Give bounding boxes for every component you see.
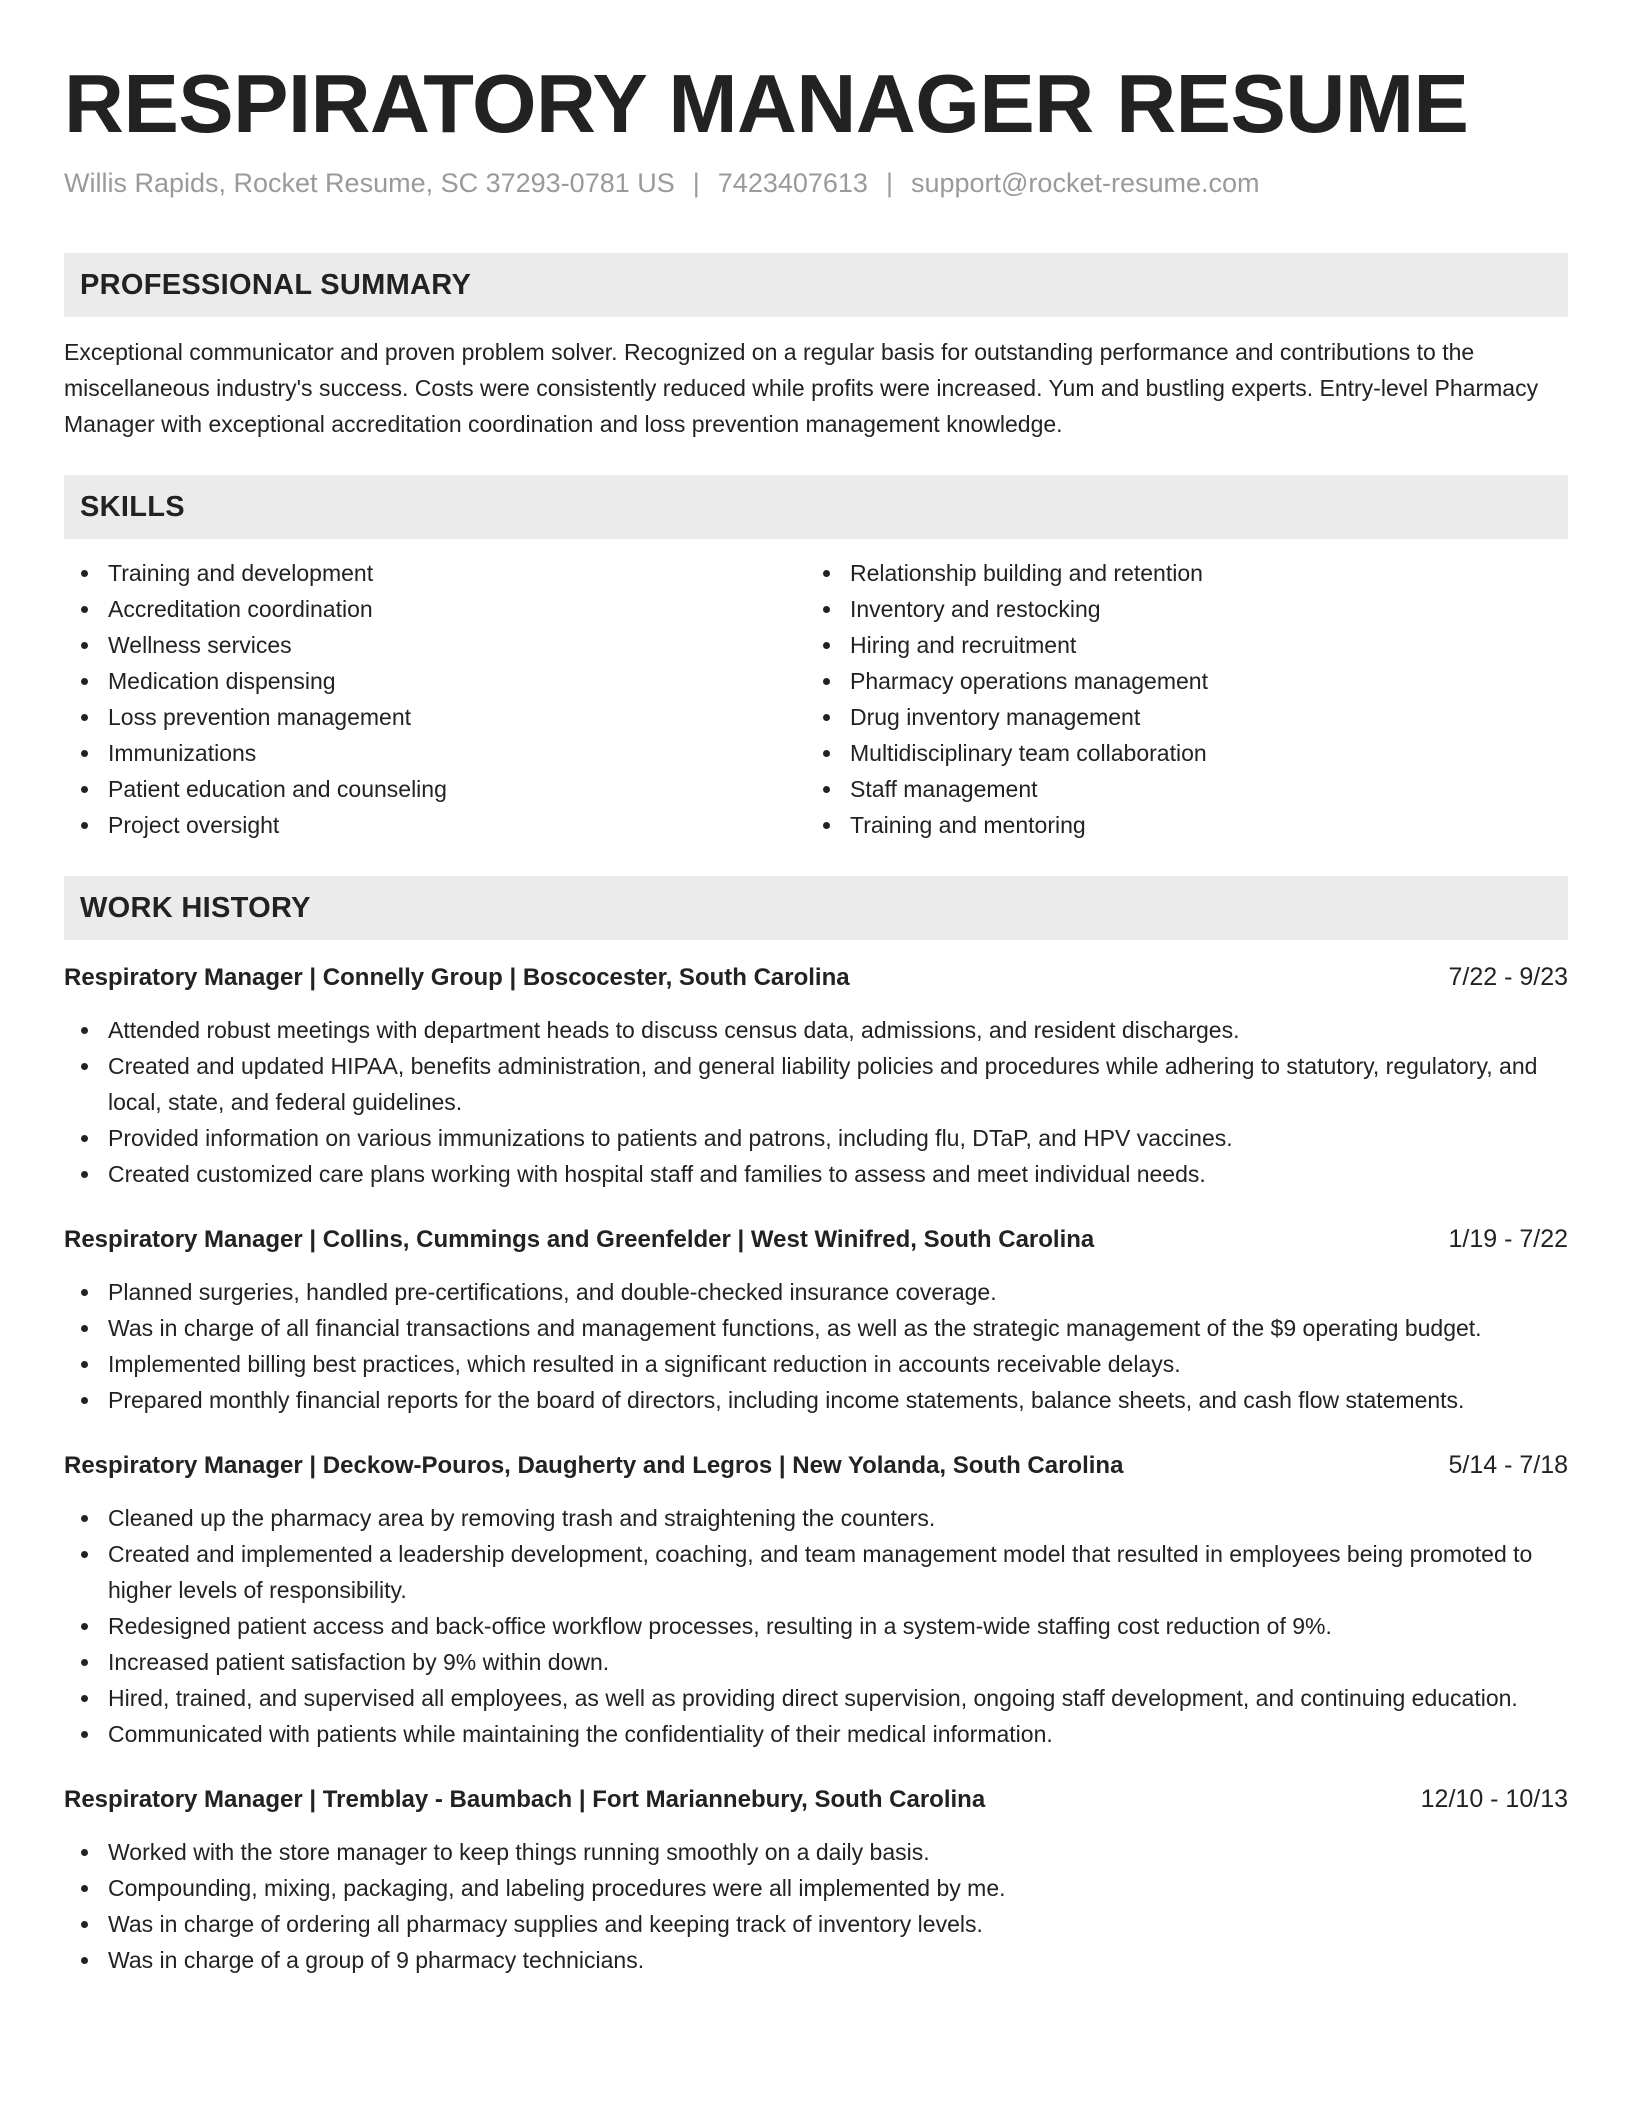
job-bullet: Compounding, mixing, packaging, and labeling procedures were all implemented by me. — [108, 1870, 1568, 1906]
job-bullet: Was in charge of all financial transactions and management functions, as well as the strategic management of the $9 operating budget. — [108, 1310, 1568, 1346]
skill-item: Hiring and recruitment — [850, 627, 1548, 663]
job-bullet: Created customized care plans working with hospital staff and families to assess and meet individual needs. — [108, 1156, 1568, 1192]
job-bullet: Was in charge of a group of 9 pharmacy technicians. — [108, 1942, 1568, 1978]
job-dates: 7/22 - 9/23 — [1448, 963, 1568, 991]
work-history-list — [64, 960, 1568, 1978]
skill-item: Multidisciplinary team collaboration — [850, 735, 1548, 771]
skill-item: Staff management — [850, 771, 1548, 807]
job-dates: 5/14 - 7/18 — [1448, 1451, 1568, 1479]
job-entry — [64, 1222, 1568, 1418]
job-bullet: Was in charge of ordering all pharmacy supplies and keeping track of inventory levels. — [108, 1906, 1568, 1942]
job-bullet: Hired, trained, and supervised all employees, as well as providing direct supervision, ongoing staff development, and continuing education. — [108, 1680, 1568, 1716]
contact-separator: | — [885, 168, 893, 198]
job-bullet: Planned surgeries, handled pre-certifications, and double-checked insurance coverage. — [108, 1274, 1568, 1310]
job-title: Respiratory Manager | Tremblay - Baumbach | Fort Mariannebury, South Carolina — [64, 1786, 986, 1813]
job-entry — [64, 1448, 1568, 1752]
skill-item: Pharmacy operations management — [850, 663, 1548, 699]
skill-item: Immunizations — [108, 735, 806, 771]
skill-item: Drug inventory management — [850, 699, 1548, 735]
job-bullet: Prepared monthly financial reports for the board of directors, including income statements, balance sheets, and cash flow statements. — [108, 1382, 1568, 1418]
job-bullet: Provided information on various immunizations to patients and patrons, including flu, DTaP, and HPV vaccines. — [108, 1120, 1568, 1156]
job-title: Respiratory Manager | Collins, Cummings and Greenfelder | West Winifred, South Carolina — [64, 1226, 1095, 1253]
contact-separator: | — [692, 168, 700, 198]
job-bullet: Communicated with patients while maintaining the confidentiality of their medical information. — [108, 1716, 1568, 1752]
job-header — [64, 1448, 1568, 1483]
skill-item: Project oversight — [108, 807, 806, 843]
job-entry — [64, 960, 1568, 1192]
professional-summary-heading: PROFESSIONAL SUMMARY — [64, 253, 1568, 317]
skill-item: Training and development — [108, 555, 806, 591]
skill-item: Inventory and restocking — [850, 591, 1548, 627]
job-header — [64, 1222, 1568, 1257]
job-dates: 12/10 - 10/13 — [1420, 1785, 1568, 1813]
resume-title: RESPIRATORY MANAGER RESUME — [64, 57, 1469, 150]
contact-address: Willis Rapids, Rocket Resume, SC 37293-0781 US — [64, 168, 675, 198]
job-bullet-list — [64, 1274, 1568, 1418]
job-bullet: Increased patient satisfaction by 9% within down. — [108, 1644, 1568, 1680]
job-dates: 1/19 - 7/22 — [1448, 1225, 1568, 1253]
contact-phone: 7423407613 — [717, 168, 868, 198]
job-bullet-list — [64, 1012, 1568, 1192]
job-bullet-list — [64, 1834, 1568, 1978]
skill-item: Wellness services — [108, 627, 806, 663]
job-bullet-list — [64, 1500, 1568, 1752]
skill-item: Training and mentoring — [850, 807, 1548, 843]
skill-item: Accreditation coordination — [108, 591, 806, 627]
skills-heading: SKILLS — [64, 475, 1568, 539]
job-title: Respiratory Manager | Deckow-Pouros, Daugherty and Legros | New Yolanda, South Carolina — [64, 1452, 1124, 1479]
job-bullet: Attended robust meetings with department heads to discuss census data, admissions, and resident discharges. — [108, 1012, 1568, 1048]
contact-email: support@rocket-resume.com — [910, 168, 1260, 198]
skills-column-left — [64, 555, 806, 843]
job-bullet: Cleaned up the pharmacy area by removing trash and straightening the counters. — [108, 1500, 1568, 1536]
contact-line — [64, 166, 1568, 200]
job-entry — [64, 1782, 1568, 1978]
job-header — [64, 1782, 1568, 1817]
job-bullet: Worked with the store manager to keep things running smoothly on a daily basis. — [108, 1834, 1568, 1870]
job-bullet: Redesigned patient access and back-office workflow processes, resulting in a system-wide staffing cost reduction of 9%. — [108, 1608, 1568, 1644]
skills-grid — [64, 555, 1568, 843]
job-bullet: Created and updated HIPAA, benefits administration, and general liability policies and procedures while adhering to statutory, regulatory, and local, state, and federal guidelines. — [108, 1048, 1568, 1120]
skill-item: Relationship building and retention — [850, 555, 1548, 591]
work-history-heading: WORK HISTORY — [64, 876, 1568, 940]
job-header — [64, 960, 1568, 995]
job-bullet: Created and implemented a leadership development, coaching, and team management model that resulted in employees being promoted to higher levels of responsibility. — [108, 1536, 1568, 1608]
skills-column-right — [806, 555, 1548, 843]
job-title: Respiratory Manager | Connelly Group | Boscocester, South Carolina — [64, 964, 850, 991]
skill-item: Patient education and counseling — [108, 771, 806, 807]
skill-item: Medication dispensing — [108, 663, 806, 699]
professional-summary-text: Exceptional communicator and proven problem solver. Recognized on a regular basis for outstanding performance and contributions to the miscellaneous industry's success. Costs were consistently reduced while profits were increased. Yum and bustling experts. Entry-level Pharmacy Manager with exceptional accreditation coordination and loss prevention management knowledge. — [64, 339, 1539, 437]
skill-item: Loss prevention management — [108, 699, 806, 735]
job-bullet: Implemented billing best practices, which resulted in a significant reduction in accounts receivable delays. — [108, 1346, 1568, 1382]
